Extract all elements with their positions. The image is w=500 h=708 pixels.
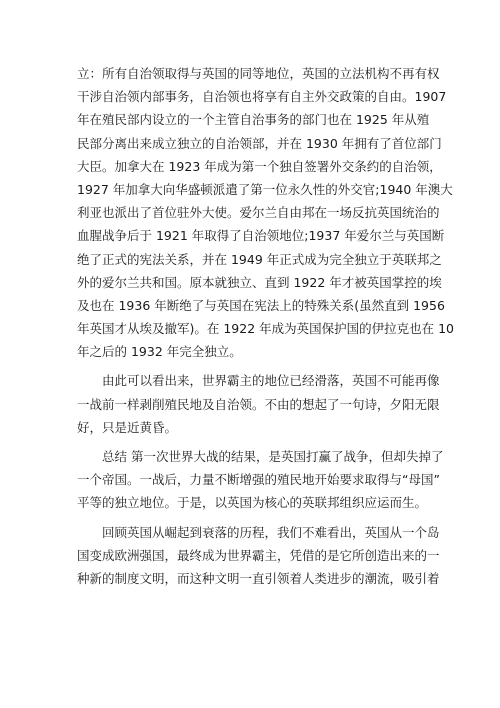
paragraph-first-line: 回顾英国从崛起到衰落的历程，我们不难看出，英国从一个岛 — [102, 524, 440, 540]
text-line: 1927 年加拿大向华盛顿派遣了第一位永久性的外交官;1940 年澳大 — [77, 181, 453, 197]
text-line: 绝了正式的宪法关系，并在 1949 年正式成为完全独立于英联邦之 — [77, 251, 442, 267]
text-line: 外的爱尔兰共和国。原本就独立、直到 1922 年才被英国掌控的埃 — [77, 274, 442, 290]
text-line: 年之后的 1932 年完全独立。 — [77, 344, 242, 360]
paragraph-first-line: 由此可以看出来，世界霸主的地位已经滑落，英国不可能再像 — [102, 373, 440, 389]
text-line: 一战前一样剥削殖民地及自治领。不由的想起了一句诗，夕阳无限 — [77, 396, 440, 412]
text-line: 立：所有自治领取得与英国的同等地位，英国的立法机构不再有权 — [77, 66, 440, 81]
text-line: 年在殖民部内设立的一个主管自治事务的部门也在 1925 年从殖 — [77, 112, 430, 128]
text-line: 血腥战争后于 1921 年取得了自治领地位;1937 年爱尔兰与英国断 — [77, 228, 445, 244]
paragraph-first-line: 总结 第一次世界大战的结果，是英国打赢了战争，但却失掉了 — [102, 449, 444, 464]
text-line: 干涉自治领内部事务，自治领也将享有自主外交政策的自由。1907 — [77, 89, 447, 105]
text-line: 一个帝国。一战后，力量不断增强的殖民地开始要求取得与“母国” — [77, 472, 440, 488]
text-line: 利亚也派出了首位驻外大使。爱尔兰自由邦在一场反抗英国统治的 — [77, 205, 440, 221]
text-line: 年英国才从埃及撤军)。在 1922 年成为英国保护国的伊拉克也在 10 — [77, 321, 455, 337]
document-body — [77, 62, 455, 590]
text-line: 民部分离出来成立独立的自治领部，并在 1930 年拥有了首位部门 — [77, 135, 442, 151]
text-line: 国变成欧洲强国，最终成为世界霸主，凭借的是它所创造出来的一 — [77, 547, 440, 563]
text-line: 好，只是近黄昏。 — [77, 419, 178, 435]
text-line: 及也在 1936 年断绝了与英国在宪法上的特殊关系(虽然直到 1956 — [77, 297, 445, 313]
text-line: 大臣。加拿大在 1923 年成为第一个独自签署外交条约的自治领， — [77, 158, 442, 174]
text-line: 种新的制度文明，而这种文明一直引领着人类进步的潮流，吸引着 — [77, 570, 440, 586]
text-line: 平等的独立地位。于是，以英国为核心的英联邦组织应运而生。 — [77, 495, 428, 511]
